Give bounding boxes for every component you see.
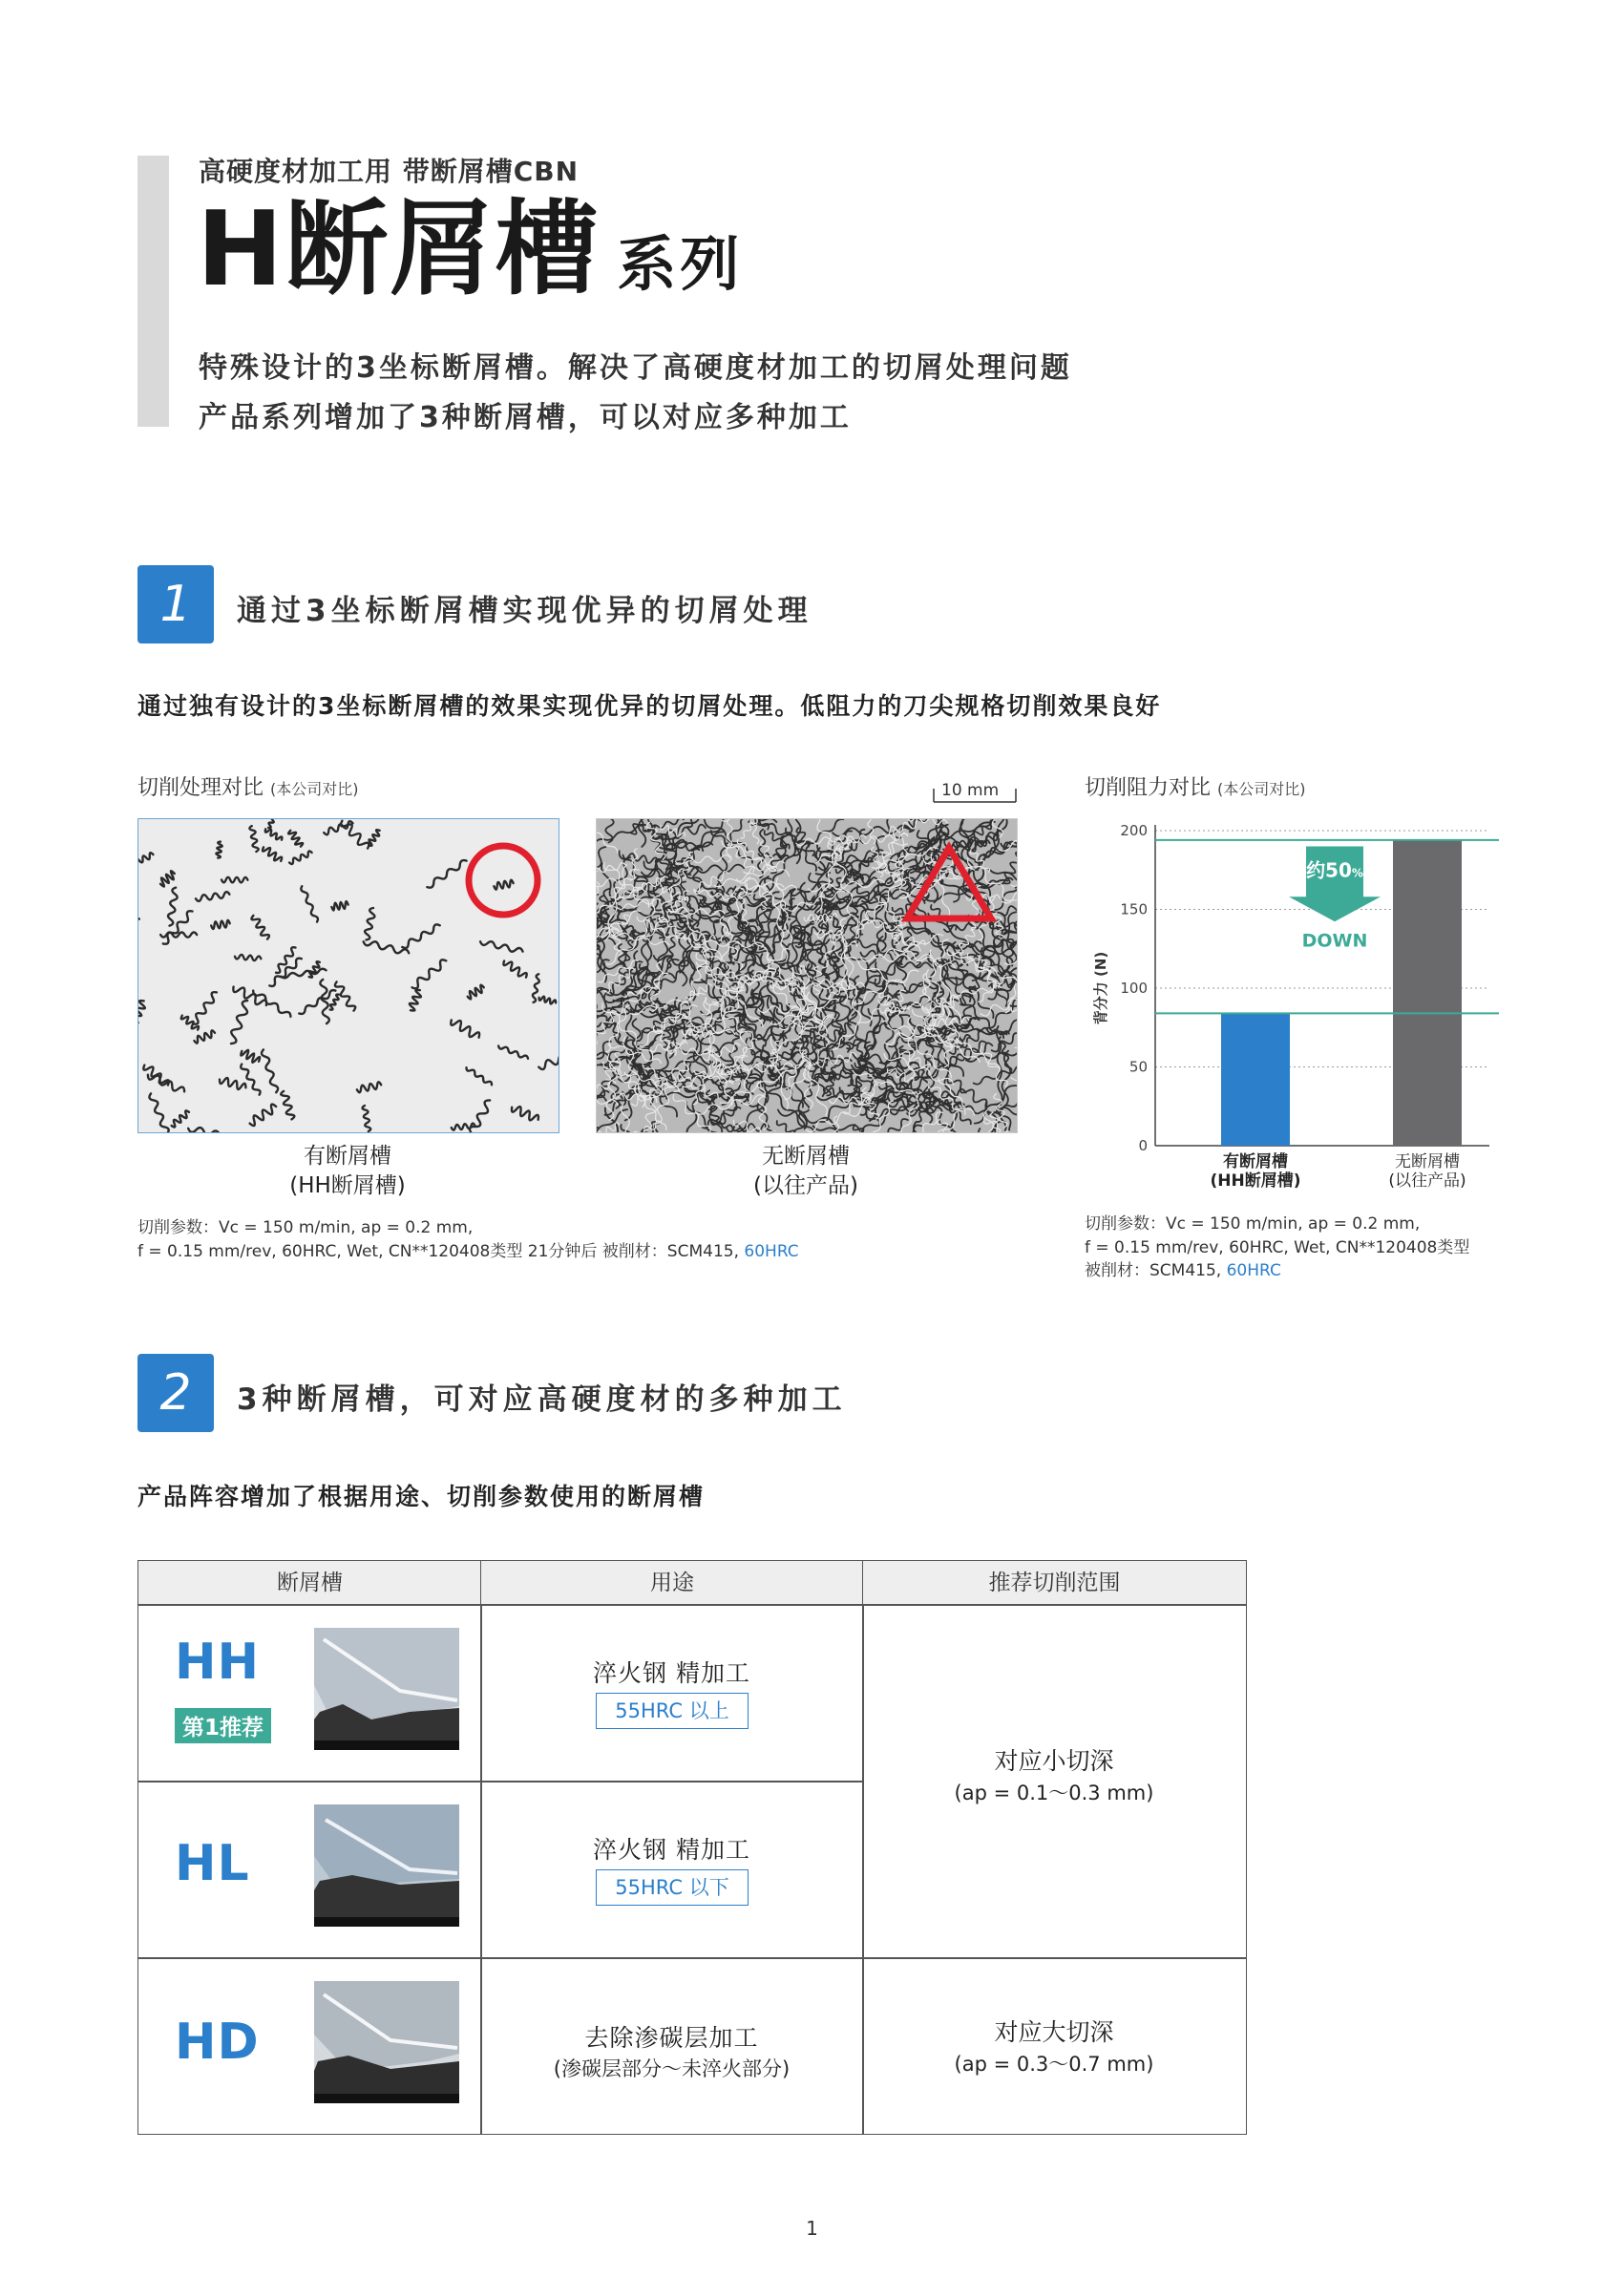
chart-caption-text: 切削阻力对比 <box>1085 776 1212 800</box>
chip-texture <box>331 901 348 910</box>
chip-texture <box>369 830 380 846</box>
chip-texture <box>268 819 277 828</box>
hrc-badge-hl: 55HRC 以下 <box>596 1869 749 1906</box>
right-photo-label-1: 无断屑槽 <box>762 1144 850 1169</box>
chip-texture <box>281 1091 294 1120</box>
chip-texture <box>858 963 902 994</box>
chip-texture <box>363 1106 371 1131</box>
range-small-label: 对应小切深 <box>994 1747 1114 1775</box>
chip-texture <box>241 1065 260 1095</box>
reduction-value: 约50 <box>1306 858 1352 882</box>
insert-image-hh <box>314 1628 459 1750</box>
chip-texture <box>250 1105 277 1127</box>
chip-texture <box>216 842 221 858</box>
photo-caption <box>137 771 359 801</box>
x-tick-label: (HH断屑槽) <box>1210 1171 1301 1191</box>
fair-triangle-mark <box>901 840 997 926</box>
left-photo-label-2: (HH断屑槽) <box>289 1173 406 1199</box>
chip-texture <box>468 985 484 1000</box>
use-subtext-hd: (渗碳层部分～未淬火部分) <box>553 2057 791 2080</box>
right-photo-label <box>596 1142 1016 1201</box>
y-tick-label: 100 <box>1120 980 1148 997</box>
range-small-text <box>863 1744 1245 1808</box>
chip-texture <box>410 990 421 1011</box>
chip-texture <box>220 1078 245 1089</box>
chip-texture <box>251 916 269 939</box>
chip-texture <box>512 1107 538 1120</box>
table-use-hh <box>480 1604 864 1782</box>
chip-texture <box>957 1038 1001 1068</box>
range-large-sub: (ap = 0.3～0.7 mm) <box>954 2053 1154 2077</box>
table-header-breaker: 断屑槽 <box>137 1560 482 1606</box>
chip-texture <box>676 855 730 865</box>
range-large-text <box>863 2015 1245 2079</box>
chip-texture <box>365 908 374 939</box>
chip-texture <box>211 920 230 929</box>
range-large-label: 对应大切深 <box>994 2018 1114 2046</box>
chip-texture <box>597 868 600 885</box>
use-text-hh: 淬火钢 精加工 <box>593 1659 750 1687</box>
left-photo-label-1: 有断屑槽 <box>304 1144 391 1169</box>
chart-cutting-conditions <box>1085 1213 1469 1283</box>
chip-texture <box>402 924 439 948</box>
chart-note-line-2: f = 0.15 mm/rev, 60HRC, Wet, CN**120408类型 <box>1085 1237 1470 1257</box>
y-tick-label: 50 <box>1128 1058 1148 1076</box>
breaker-code-hh: HH <box>175 1634 261 1691</box>
x-tick-label: 无断屑槽 <box>1395 1152 1460 1171</box>
y-axis-label: 背分力 (N) <box>1092 951 1109 1025</box>
chart-caption <box>1085 771 1306 801</box>
chip-texture <box>786 829 816 871</box>
chip-texture <box>221 877 247 883</box>
table-range-small <box>862 1604 1247 1959</box>
chip-texture <box>480 941 522 952</box>
chip-texture <box>138 1001 145 1023</box>
chart-note-line-3 <box>1085 1259 1469 1283</box>
chip-texture <box>160 871 175 886</box>
table-row-hh <box>137 1604 482 1782</box>
y-tick-label: 200 <box>1120 822 1148 839</box>
chip-texture <box>468 1100 490 1132</box>
chip-texture <box>249 826 258 852</box>
chip-texture <box>503 961 526 978</box>
down-arrow <box>1289 847 1381 922</box>
table-header-use: 用途 <box>480 1560 864 1606</box>
chip-texture <box>235 955 261 960</box>
chip-texture <box>729 896 787 908</box>
chip-texture <box>686 983 711 999</box>
chip-texture <box>954 985 1002 996</box>
chip-texture <box>262 1049 278 1092</box>
section-1-title: 通过3坐标断屑槽实现优异的切屑处理 <box>237 594 812 628</box>
chip-texture <box>602 1003 653 1060</box>
chip-texture <box>777 1121 804 1132</box>
chip-texture <box>301 886 318 921</box>
bar-2 <box>1393 840 1462 1146</box>
chip-texture <box>451 1020 479 1037</box>
use-text-hl: 淬火钢 精加工 <box>593 1836 750 1864</box>
x-tick-label: 有断屑槽 <box>1223 1152 1288 1171</box>
chip-texture <box>288 831 303 847</box>
chip-texture <box>149 1093 168 1132</box>
chip-texture <box>263 847 282 861</box>
range-small-sub: (ap = 0.1～0.3 mm) <box>954 1782 1154 1805</box>
chip-texture <box>538 1050 559 1069</box>
chip-texture <box>194 1030 215 1043</box>
chip-texture <box>193 992 217 1024</box>
hrc-badge-hh: 55HRC 以上 <box>596 1693 749 1729</box>
insert-image-hl <box>314 1804 459 1927</box>
chip-texture <box>330 995 339 1010</box>
chip-texture <box>265 829 283 839</box>
breaker-code-hl: HL <box>175 1835 250 1892</box>
chip-texture <box>138 918 139 943</box>
chart-note-line-3-text: 被削材：SCM415, <box>1085 1261 1227 1281</box>
chip-texture <box>851 902 858 938</box>
section-2-number: 2 <box>137 1354 214 1432</box>
chip-texture <box>975 1066 1017 1123</box>
header-lead-2: 产品系列增加了3种断屑槽，可以对应多种加工 <box>199 401 852 434</box>
page-title-suffix: 系列 <box>617 229 744 299</box>
cutting-force-chart <box>1079 813 1499 1213</box>
right-photo-label-2: (以往产品) <box>753 1173 858 1199</box>
table-use-hd <box>480 1957 864 2135</box>
chip-texture <box>188 1128 235 1132</box>
chip-texture <box>168 888 178 926</box>
photo-caption-note: (本公司对比) <box>270 780 359 798</box>
photo-note-line-2-text: f = 0.15 mm/rev, 60HRC, Wet, CN**120408类型 21分钟后 被削材：SCM415, <box>137 1241 745 1261</box>
chart-note-line-1: 切削参数：Vc = 150 m/min, ap = 0.2 mm, <box>1085 1214 1421 1234</box>
page-number: 1 <box>806 2217 818 2240</box>
chip-texture <box>196 892 229 901</box>
chip-texture <box>498 1046 528 1059</box>
section-1-lead: 通过独有设计的3坐标断屑槽的效果实现优异的切屑处理。低阻力的刀尖规格切削效果良好 <box>137 692 1162 720</box>
use-text-hd: 去除渗碳层加工 <box>584 2024 759 2052</box>
x-tick-label: (以往产品) <box>1388 1171 1466 1191</box>
photo-note-line-1: 切削参数：Vc = 150 m/min, ap = 0.2 mm, <box>137 1218 474 1237</box>
section-2-title: 3种断屑槽，可对应高硬度材的多种加工 <box>237 1382 847 1417</box>
chip-texture <box>467 1067 493 1085</box>
chip-texture <box>160 932 197 937</box>
chart-note-highlight: 60HRC <box>1226 1261 1281 1281</box>
section-1-number: 1 <box>137 565 214 643</box>
chip-texture <box>744 861 785 874</box>
chip-texture <box>148 1075 184 1092</box>
table-row-hl <box>137 1781 482 1959</box>
good-circle-mark <box>460 837 546 923</box>
reduction-unit: % <box>1351 866 1363 880</box>
chip-texture <box>309 961 320 978</box>
page-title-main: H断屑槽 <box>197 190 601 309</box>
y-tick-label: 150 <box>1120 900 1148 918</box>
chip-texture <box>233 987 266 1005</box>
header-lead-1: 特殊设计的3坐标断屑槽。解决了高硬度材加工的切屑处理问题 <box>199 351 1072 385</box>
chart-caption-note: (本公司对比) <box>1217 780 1306 798</box>
photo-note-highlight: 60HRC <box>744 1241 799 1261</box>
chip-texture <box>357 1082 381 1092</box>
header-accent-bar <box>137 156 169 427</box>
table-header-range: 推荐切削范围 <box>862 1560 1247 1606</box>
photo-note-line-2 <box>137 1240 799 1264</box>
table-use-hl <box>480 1781 864 1959</box>
chip-texture <box>138 853 153 865</box>
photo-caption-text: 切削处理对比 <box>137 776 264 800</box>
table-range-large <box>862 1957 1247 2135</box>
y-tick-label: 0 <box>1138 1137 1148 1154</box>
chip-texture <box>341 821 369 849</box>
left-photo-label <box>137 1142 558 1201</box>
bar-1 <box>1221 1013 1290 1146</box>
scale-label: 10 mm <box>941 781 1000 800</box>
insert-image-hd <box>314 1981 459 2103</box>
chip-texture <box>231 1001 247 1044</box>
recommended-badge: 第1推荐 <box>175 1708 271 1743</box>
photo-cutting-conditions <box>137 1216 799 1263</box>
chip-texture <box>172 1110 189 1127</box>
table-row-hd <box>137 1957 482 2135</box>
chip-texture <box>282 969 327 979</box>
chip-texture <box>412 960 447 988</box>
chip-texture <box>539 997 557 1004</box>
breaker-code-hd: HD <box>175 2014 260 2071</box>
breaker-table <box>137 1560 1247 2135</box>
header-subtitle: 高硬度材加工用 带断屑槽CBN <box>199 156 580 187</box>
down-label: DOWN <box>1301 930 1368 952</box>
page-title <box>197 191 743 309</box>
chip-texture <box>241 1050 260 1063</box>
chip-texture <box>825 1002 850 1051</box>
chip-texture <box>289 851 312 864</box>
section-2-lead: 产品阵容增加了根据用途、切削参数使用的断屑槽 <box>137 1483 706 1510</box>
chip-texture <box>320 980 329 1023</box>
